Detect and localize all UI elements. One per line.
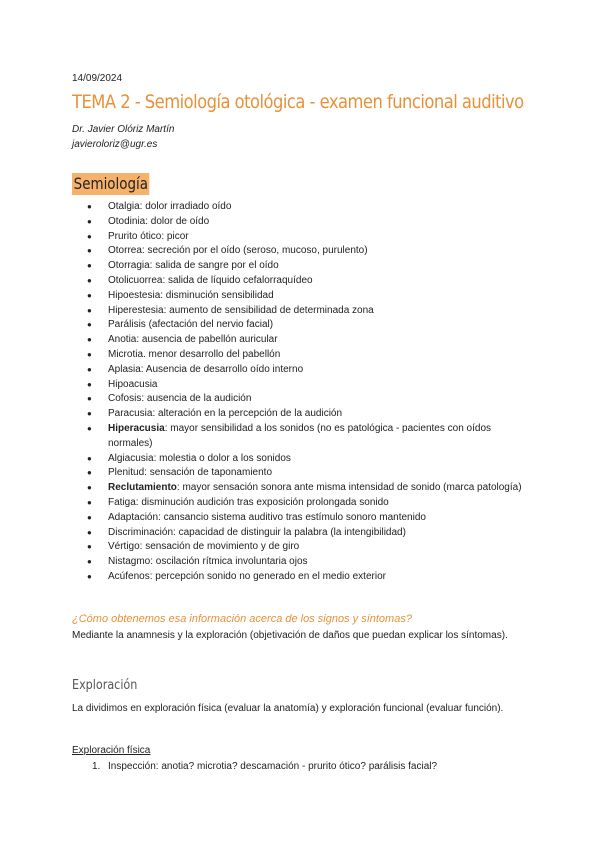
list-item-text: Adaptación: cansancio sistema auditivo tras estímulo sonoro mantenido [108,511,426,523]
list-item [72,392,532,407]
list-item [72,215,532,230]
list-item [72,555,532,570]
bullet-icon: ● [87,453,92,463]
semiologia-list [72,200,532,585]
question-heading: ¿Cómo obtenemos esa información acerca de los signos y síntomas? [72,613,412,625]
subheading-exploracion-fisica: Exploración física [72,745,151,756]
list-item [72,259,532,274]
list-item [72,570,532,585]
bullet-icon: ● [87,542,92,552]
list-item [72,333,532,348]
list-item-text: Plenitud: sensación de taponamiento [108,467,273,479]
list-item [72,304,532,319]
bullet-icon: ● [87,290,92,300]
section-heading-exploracion: Exploración [72,678,138,693]
list-item [72,407,532,422]
list-item [72,289,532,304]
list-item-text: Paracusia: alteración en la percepción de la audición [108,408,343,420]
bullet-icon: ● [87,231,92,241]
list-item-text: Parálisis (afectación del nervio facial) [108,319,274,331]
list-item-text: Algiacusia: molestia o dolor a los sonidos [108,452,291,464]
bullet-icon: ● [87,423,92,433]
list-item [72,230,532,245]
list-item [72,378,532,393]
list-item-text: : mayor sensibilidad a los sonidos (no es patológica - pacientes con oídos normales) [108,422,492,449]
author-name: Dr. Javier Olóriz Martín [72,124,175,135]
list-item-text: Inspección: anotia? microtia? descamación - prurito ótico? parálisis facial? [108,761,438,772]
list-item [72,540,532,555]
section-heading-semiologia: Semiología [73,174,148,193]
list-item [72,363,532,378]
list-item [72,481,532,496]
list-item [72,348,532,363]
list-item [72,466,532,481]
list-item-text: Aplasia: Ausencia de desarrollo oído interno [108,363,304,375]
list-item [72,244,532,259]
list-item [72,511,532,526]
list-item-text: Otodinia: dolor de oído [108,215,210,227]
list-item-text: Anotia: ausencia de pabellón auricular [108,334,278,346]
bullet-icon: ● [87,335,92,345]
bullet-icon: ● [87,468,92,478]
list-item-text: Nistagmo: oscilación rítmica involuntaria ojos [108,556,308,568]
bullet-icon: ● [87,261,92,271]
bullet-icon: ● [87,557,92,567]
list-item-text: Hipoestesia: disminución sensibilidad [108,289,274,301]
exploracion-paragraph: La dividimos en exploración física (evaluar la anatomía) y exploración funcional (evaluar función). [72,703,504,714]
bullet-icon: ● [87,394,92,404]
bullet-icon: ● [87,497,92,507]
list-item-text: Acúfenos: percepción sonido no generado en el medio exterior [108,570,386,582]
bullet-icon: ● [87,349,92,359]
list-item-term: Reclutamiento [108,482,177,494]
bullet-icon: ● [87,483,92,493]
list-item-text: Otorrea: secreción por el oído (seroso, mucoso, purulento) [108,245,368,257]
author-block [72,122,174,152]
list-item-text: Otalgia: dolor irradiado oído [108,201,232,212]
list-item-text: Cofosis: ausencia de la audición [108,393,252,405]
list-item-text: Hiperestesia: aumento de sensibilidad de determinada zona [108,304,374,316]
list-item-text: Otolicuorrea: salida de líquido cefalorraquídeo [108,274,313,286]
bullet-icon: ● [87,571,92,581]
bullet-icon: ● [87,409,92,419]
bullet-icon: ● [87,379,92,389]
list-item [72,452,532,467]
list-item-text: Prurito ótico: picor [108,230,189,242]
list-item-text: : mayor sensación sonora ante misma intensidad de sonido (marca patología) [176,482,522,494]
list-item [72,274,532,289]
list-item [72,422,532,452]
list-item [72,526,532,541]
list-item [72,318,532,333]
list-item-text: Hipoacusia [108,378,158,390]
bullet-icon: ● [87,275,92,285]
answer-paragraph: Mediante la anamnesis y la exploración (objetivación de daños que puedan explicar los síntomas). [72,630,508,641]
list-item-text: Otorragia: salida de sangre por el oído [108,260,279,272]
author-email: javieroloriz@ugr.es [72,139,158,150]
list-item-text: Microtia. menor desarrollo del pabellón [108,348,281,360]
bullet-icon: ● [87,216,92,226]
list-item [72,496,532,511]
bullet-icon: ● [87,512,92,522]
ordered-list-item [92,761,437,772]
list-item [72,200,532,215]
bullet-icon: ● [87,320,92,330]
document-date: 14/09/2024 [72,73,123,84]
list-item-text: Discriminación: capacidad de distinguir la palabra (la intengibilidad) [108,526,406,538]
bullet-icon: ● [87,527,92,537]
list-item-text: Vértigo: sensación de movimiento y de giro [108,541,300,553]
list-item-term: Hiperacusia [108,422,165,434]
bullet-icon: ● [87,202,92,211]
bullet-icon: ● [87,305,92,315]
list-number: 1. [92,761,101,772]
bullet-icon: ● [87,246,92,256]
bullet-icon: ● [87,364,92,374]
document-title: TEMA 2 - Semiología otológica - examen funcional auditivo [72,91,524,113]
list-item-text: Fatiga: disminución audición tras exposición prolongada sonido [108,496,389,508]
